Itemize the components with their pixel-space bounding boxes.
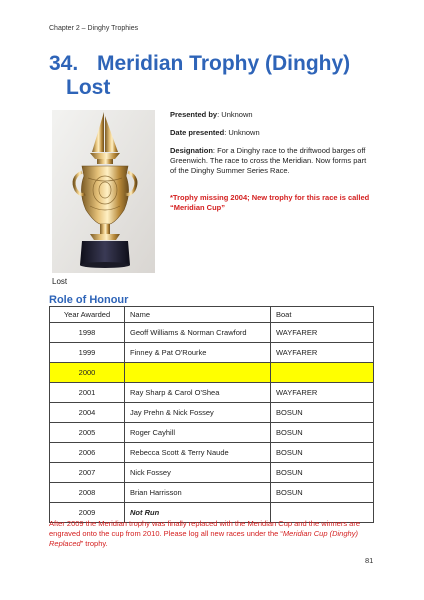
row-year: 2004: [50, 403, 125, 423]
replacement-note-end: ” trophy.: [80, 539, 108, 548]
table-row: [50, 423, 374, 443]
designation-label: Designation: [170, 146, 213, 155]
row-boat: WAYFARER: [271, 343, 374, 363]
honour-table: [49, 306, 374, 523]
row-boat: BOSUN: [271, 463, 374, 483]
row-boat: WAYFARER: [271, 323, 374, 343]
row-boat: BOSUN: [271, 483, 374, 503]
replacement-note: [49, 519, 379, 549]
designation: [170, 146, 370, 176]
row-year: 2001: [50, 383, 125, 403]
row-boat: BOSUN: [271, 423, 374, 443]
row-year: 2006: [50, 443, 125, 463]
row-boat: BOSUN: [271, 403, 374, 423]
row-name-not-run: Not Run: [125, 503, 271, 523]
table-row: [50, 343, 374, 363]
presented-by-value: : Unknown: [217, 110, 253, 119]
column-header-name: Name: [125, 307, 271, 323]
row-year: 2009: [50, 503, 125, 523]
row-year: 2007: [50, 463, 125, 483]
row-year: 2000: [50, 363, 125, 383]
row-name: Rebecca Scott & Terry Naude: [125, 443, 271, 463]
row-year: 2008: [50, 483, 125, 503]
presented-by: [170, 110, 370, 120]
table-row-highlighted: [50, 363, 374, 383]
row-name: Finney & Pat O'Rourke: [125, 343, 271, 363]
table-row: [50, 383, 374, 403]
table-row: [50, 483, 374, 503]
date-presented-label: Date presented: [170, 128, 225, 137]
table-row: [50, 443, 374, 463]
row-year: 2005: [50, 423, 125, 443]
row-boat: WAYFARER: [271, 383, 374, 403]
trophy-missing-note: *Trophy missing 2004; New trophy for this race is called “Meridian Cup”: [170, 193, 370, 212]
column-header-year: Year Awarded: [50, 307, 125, 323]
table-row: [50, 323, 374, 343]
row-name: Jay Prehn & Nick Fossey: [125, 403, 271, 423]
table-row: [50, 463, 374, 483]
table-header-row: [50, 307, 374, 323]
trophy-status: Lost: [66, 76, 111, 99]
replacement-trophy-name: Meridian Cup (Dinghy) Replaced: [49, 529, 358, 548]
row-name: Roger Cayhill: [125, 423, 271, 443]
date-presented: [170, 128, 370, 138]
row-year: 1999: [50, 343, 125, 363]
row-name: Ray Sharp & Carol O'Shea: [125, 383, 271, 403]
trophy-number: 34.: [49, 52, 79, 75]
page-number: 81: [365, 556, 374, 565]
row-name: [125, 363, 271, 383]
row-boat: BOSUN: [271, 443, 374, 463]
date-presented-value: : Unknown: [224, 128, 260, 137]
role-of-honour-heading: Role of Honour: [49, 294, 129, 306]
presented-by-label: Presented by: [170, 110, 218, 119]
chapter-header: Chapter 2 – Dinghy Trophies: [49, 25, 139, 32]
trophy-photo: [52, 110, 155, 273]
row-name: Brian Harrisson: [125, 483, 271, 503]
table-row: [50, 403, 374, 423]
trophy-image: [52, 110, 155, 273]
replacement-note-text: After 2009 the Meridian trophy was finally replaced with the Meridian Cup and the winners are engraved onto the cup from 2010. Please log all new races under the “: [49, 519, 361, 538]
trophy-name: Meridian Trophy (Dinghy): [97, 52, 351, 75]
row-year: 1998: [50, 323, 125, 343]
page-title: [49, 52, 389, 100]
row-name: Geoff Williams & Norman Crawford: [125, 323, 271, 343]
designation-value: : For a Dinghy race to the driftwood barges off Greenwich. The race to cross the Meridian. Now forms part of the Dinghy Summer Series Race.: [170, 146, 367, 175]
column-header-boat: Boat: [271, 307, 374, 323]
row-boat: [271, 363, 374, 383]
row-name: Nick Fossey: [125, 463, 271, 483]
photo-caption: Lost: [52, 277, 68, 286]
